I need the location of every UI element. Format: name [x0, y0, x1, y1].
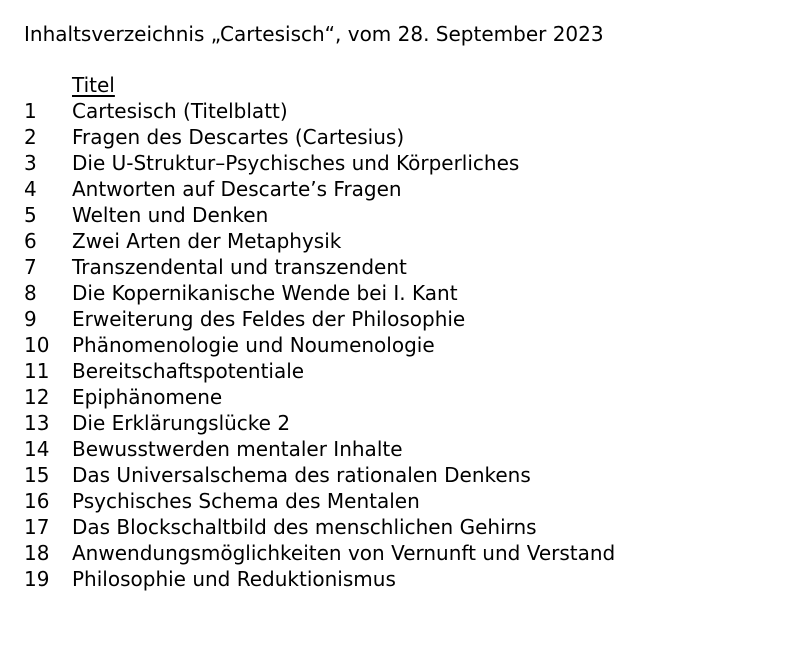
- toc-entry-title: Fragen des Descartes (Cartesius): [72, 125, 405, 149]
- toc-entry-number: 1: [24, 99, 37, 123]
- toc-entry-title: Philosophie und Reduktionismus: [72, 567, 396, 591]
- toc-entry: [24, 436, 774, 462]
- toc-entry-number: 4: [24, 177, 37, 201]
- document-page: [24, 20, 774, 592]
- toc-entry-number: 16: [24, 489, 50, 513]
- toc-entry: [24, 514, 774, 540]
- toc-entry-number: 11: [24, 359, 50, 383]
- toc-entry: [24, 410, 774, 436]
- toc-entry: [24, 358, 774, 384]
- toc-entry: [24, 540, 774, 566]
- toc-entry-title: Zwei Arten der Metaphysik: [72, 229, 342, 253]
- toc-column-header: Titel: [72, 73, 115, 97]
- toc-entry: [24, 488, 774, 514]
- toc-entry-title: Bewusstwerden mentaler Inhalte: [72, 437, 403, 461]
- toc-entry: [24, 176, 774, 202]
- toc-entry-title: Die Kopernikanische Wende bei I. Kant: [72, 281, 458, 305]
- toc-entry-number: 2: [24, 125, 37, 149]
- toc-entry-number: 13: [24, 411, 50, 435]
- toc-entry-title: Welten und Denken: [72, 203, 269, 227]
- toc-entry-number: 12: [24, 385, 50, 409]
- toc-entry-title: Bereitschaftspotentiale: [72, 359, 305, 383]
- document-title: Inhaltsverzeichnis „Cartesisch“, vom 28. September 2023: [24, 22, 604, 46]
- toc-entry-title: Epiphänomene: [72, 385, 223, 409]
- toc-entry-number: 5: [24, 203, 37, 227]
- toc-entry-number: 18: [24, 541, 50, 565]
- toc-entry-title: Psychisches Schema des Mentalen: [72, 489, 420, 513]
- toc-entry-title: Erweiterung des Feldes der Philosophie: [72, 307, 466, 331]
- toc-entry-number: 3: [24, 151, 37, 175]
- toc-entry: [24, 202, 774, 228]
- toc-entry-title: Das Blockschaltbild des menschlichen Gehirns: [72, 515, 537, 539]
- toc-entry: [24, 306, 774, 332]
- toc-entry-title: Das Universalschema des rationalen Denkens: [72, 463, 531, 487]
- toc-entry-title: Anwendungsmöglichkeiten von Vernunft und Verstand: [72, 541, 616, 565]
- toc-entry-title: Phänomenologie und Noumenologie: [72, 333, 435, 357]
- toc-entry: [24, 124, 774, 150]
- toc-entry-number: 9: [24, 307, 37, 331]
- toc-entry-number: 14: [24, 437, 50, 461]
- toc-entry: [24, 228, 774, 254]
- toc-entry-number: 6: [24, 229, 37, 253]
- toc-entry-title: Die Erklärungslücke 2: [72, 411, 291, 435]
- toc-entry: [24, 332, 774, 358]
- toc-entry: [24, 98, 774, 124]
- toc-entry: [24, 462, 774, 488]
- toc-entry-number: 19: [24, 567, 50, 591]
- toc-entry-title: Transzendental und transzendent: [72, 255, 407, 279]
- toc-entry: [24, 280, 774, 306]
- toc-entry-number: 15: [24, 463, 50, 487]
- toc-entry-number: 10: [24, 333, 50, 357]
- toc-entry-number: 7: [24, 255, 37, 279]
- toc-entry-title: Cartesisch (Titelblatt): [72, 99, 288, 123]
- toc-entry-number: 17: [24, 515, 50, 539]
- toc-entry: [24, 150, 774, 176]
- toc-entry-number: 8: [24, 281, 37, 305]
- toc-entry-title: Die U-Struktur–Psychisches und Körperliches: [72, 151, 520, 175]
- toc-entry: [24, 566, 774, 592]
- toc-entry: [24, 254, 774, 280]
- table-of-contents: [24, 72, 774, 592]
- toc-header-row: [24, 72, 774, 98]
- toc-entry-title: Antworten auf Descarte’s Fragen: [72, 177, 402, 201]
- toc-entry: [24, 384, 774, 410]
